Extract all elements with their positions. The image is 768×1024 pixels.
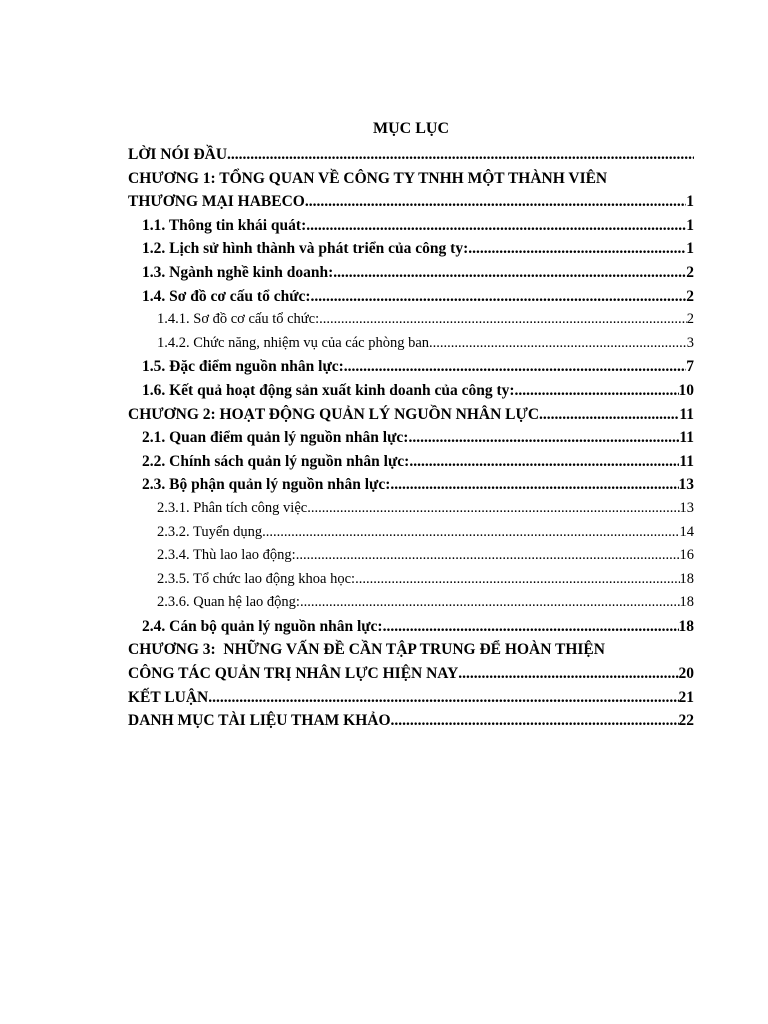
toc-entry-page: 2	[686, 311, 694, 328]
toc-entry-page: 3	[686, 334, 694, 351]
toc-entry-page: 11	[679, 405, 694, 423]
toc-entry-2-4[interactable]	[128, 615, 694, 639]
toc-entry-page: 14	[679, 523, 694, 540]
toc-entry-page: 1	[686, 216, 694, 234]
toc-entry-page: 2	[686, 263, 694, 281]
toc-entry-label: CHƯƠNG 3: NHỮNG VẤN ĐỀ CẦN TẬP TRUNG ĐỂ HOÀN THIỆN	[128, 641, 605, 659]
toc-entry-page: 22	[678, 712, 694, 730]
toc-leader-dots	[515, 379, 679, 403]
toc-entry-label: 1.2. Lịch sử hình thành và phát triển của công ty:	[142, 240, 469, 258]
toc-leader-dots	[208, 686, 678, 710]
toc-entry-1-5[interactable]	[128, 355, 694, 379]
toc-leader-dots	[539, 403, 679, 427]
toc-entry-chuong-1-line-1[interactable]	[128, 167, 694, 191]
toc-entry-2-3-4[interactable]	[128, 544, 694, 568]
toc-entry-1-4-1[interactable]	[128, 308, 694, 332]
toc-leader-dots	[468, 237, 686, 261]
toc-entry-2-3-1[interactable]	[128, 497, 694, 521]
toc-entry-page: 1	[686, 240, 694, 258]
toc-leader-dots	[296, 544, 680, 568]
toc-entry-label: 1.4.2. Chức năng, nhiệm vụ của các phòng ban	[157, 334, 430, 351]
toc-entry-1-3[interactable]	[128, 261, 694, 285]
toc-entry-page: 18	[679, 570, 694, 587]
toc-leader-dots	[307, 497, 679, 521]
toc-leader-dots	[458, 662, 678, 686]
toc-entry-page: 10	[678, 381, 694, 399]
toc-entry-page: 7	[686, 358, 694, 376]
toc-entry-page: 11	[679, 452, 694, 470]
toc-entry-1-1[interactable]	[128, 214, 694, 238]
toc-entry-label: 2.3.1. Phân tích công việc	[157, 499, 308, 516]
toc-entry-chuong-3-line-1[interactable]	[128, 638, 694, 662]
toc-entry-label: CÔNG TÁC QUẢN TRỊ NHÂN LỰC HIỆN NAY	[128, 665, 459, 683]
toc-leader-dots	[333, 261, 686, 285]
toc-leader-dots	[305, 190, 686, 214]
toc-entry-label: 1.5. Đặc điểm nguồn nhân lực:	[142, 358, 344, 376]
toc-leader-dots	[227, 143, 694, 167]
toc-entry-label: THƯƠNG MẠI HABECO	[128, 193, 305, 211]
toc-entry-2-3-6[interactable]	[128, 591, 694, 615]
toc-entry-label: LỜI NÓI ĐẦU	[128, 146, 228, 163]
toc-entry-page: 2	[686, 287, 694, 305]
toc-leader-dots	[319, 308, 687, 332]
toc-entry-2-3-2[interactable]	[128, 521, 694, 545]
toc-entry-label: 2.3.6. Quan hệ lao động:	[157, 594, 300, 611]
toc-entry-label: 1.4. Sơ đồ cơ cấu tổ chức:	[142, 287, 311, 305]
toc-leader-dots	[355, 568, 679, 592]
toc-entry-loi-noi-dau[interactable]	[128, 143, 694, 167]
toc-entry-label: DANH MỤC TÀI LIỆU THAM KHẢO	[128, 712, 391, 730]
toc-entry-label: KẾT LUẬN	[128, 688, 209, 706]
toc-leader-dots	[383, 615, 679, 639]
toc-leader-dots	[391, 709, 679, 733]
toc-entry-1-6[interactable]	[128, 379, 694, 403]
toc-entry-label: 2.2. Chính sách quản lý nguồn nhân lực:	[142, 452, 410, 470]
toc-entry-page: 18	[678, 617, 694, 635]
toc-entry-1-4-2[interactable]	[128, 332, 694, 356]
toc-leader-dots	[408, 426, 679, 450]
toc-leader-dots	[262, 521, 679, 545]
toc-entry-label: 2.3.5. Tổ chức lao động khoa học:	[157, 570, 356, 587]
toc-title: MỤC LỤC	[373, 120, 449, 137]
toc-entry-label: 1.4.1. Sơ đồ cơ cấu tổ chức:	[157, 311, 320, 328]
toc-leader-dots	[409, 450, 679, 474]
toc-entry-page: 16	[679, 547, 694, 564]
toc-entry-1-4[interactable]	[128, 285, 694, 309]
toc-entry-ket-luan[interactable]	[128, 686, 694, 710]
toc-entry-page: 13	[679, 499, 694, 516]
toc-entry-2-3-5[interactable]	[128, 568, 694, 592]
toc-entry-label: 1.6. Kết quả hoạt động sản xuất kinh doanh của công ty:	[142, 381, 515, 399]
toc-entry-label: 2.1. Quan điểm quản lý nguồn nhân lực:	[142, 429, 409, 447]
toc-leader-dots	[311, 285, 687, 309]
toc-entry-label: 2.3. Bộ phận quản lý nguồn nhân lực:	[142, 476, 391, 494]
toc-entry-2-1[interactable]	[128, 426, 694, 450]
toc-entry-chuong-1-line-2[interactable]	[128, 190, 694, 214]
toc-entry-2-2[interactable]	[128, 450, 694, 474]
toc-leader-dots	[300, 591, 680, 615]
toc-entry-2-3[interactable]	[128, 473, 694, 497]
toc-entry-page: 20	[678, 665, 694, 683]
toc-leader-dots	[390, 473, 678, 497]
toc-leader-dots	[306, 214, 686, 238]
toc-entry-page: 18	[679, 594, 694, 611]
toc-entry-page: 11	[679, 429, 694, 447]
toc-entry-label: 2.3.2. Tuyển dụng	[157, 523, 263, 540]
toc-entry-page: 13	[678, 476, 694, 494]
toc-entry-page: 21	[678, 688, 694, 706]
toc-entry-label: 2.3.4. Thù lao lao động:	[157, 547, 296, 564]
toc-leader-dots	[429, 332, 687, 356]
toc-entry-label: 1.3. Ngành nghề kinh doanh:	[142, 263, 334, 281]
toc-entry-1-2[interactable]	[128, 237, 694, 261]
toc-entry-chuong-2[interactable]	[128, 403, 694, 427]
toc-entry-label: 1.1. Thông tin khái quát:	[142, 216, 307, 234]
toc-entry-label: 2.4. Cán bộ quản lý nguồn nhân lực:	[142, 617, 383, 635]
toc-entry-label: CHƯƠNG 1: TỔNG QUAN VỀ CÔNG TY TNHH MỘT THÀNH VIÊN	[128, 169, 608, 187]
toc-entry-tai-lieu-tham-khao[interactable]	[128, 709, 694, 733]
toc-entry-page: 1	[686, 193, 694, 211]
toc-entry-chuong-3-line-2[interactable]	[128, 662, 694, 686]
toc-entry-label: CHƯƠNG 2: HOẠT ĐỘNG QUẢN LÝ NGUỒN NHÂN LỰC	[128, 405, 540, 423]
toc-leader-dots	[344, 355, 686, 379]
table-of-contents	[128, 143, 694, 733]
